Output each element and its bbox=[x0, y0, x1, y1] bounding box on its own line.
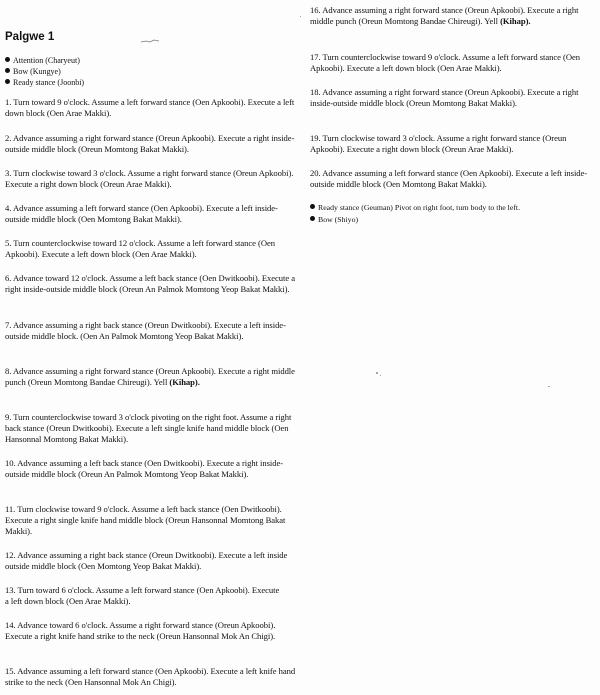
scan-speck bbox=[376, 372, 378, 374]
step-14 bbox=[5, 620, 300, 642]
step-text: 14. Advance toward 6 o'clock. Assume a right forward stance (Oreun Apkoobi). Execute a right knife hand strike to the neck (Oreun Hansonnal Mok An Chigi). bbox=[5, 620, 276, 642]
bullet-item bbox=[310, 202, 520, 214]
step-text: 10. Advance assuming a left back stance (Oen Dwitkoobi). Execute a right inside-outside middle block (Oreun An Palmok Momtong Yeop Bakat Makki). bbox=[5, 458, 284, 480]
step-8 bbox=[5, 366, 305, 388]
step-text: 18. Advance assuming a right forward stance (Oreun Apkoobi). Execute a right inside-outside middle block (Oreun Momtong Bakat Makki). bbox=[310, 87, 579, 109]
scan-speck bbox=[300, 16, 301, 17]
step-text: 4. Advance assuming a left forward stance (Oen Apkoobi). Execute a left inside-outside middle block (Oen Momtong Bakat Makki). bbox=[5, 203, 278, 225]
bullet-item bbox=[5, 55, 84, 66]
scan-speck bbox=[380, 375, 381, 376]
step-2 bbox=[5, 133, 305, 155]
step-4 bbox=[5, 203, 300, 225]
intro-bullet-list bbox=[5, 55, 84, 88]
step-text: 12. Advance assuming a right back stance (Oreun Dwitkoobi). Execute a left inside outside middle block (Oen Momtong Yeop Bakat Makki). bbox=[5, 550, 288, 572]
step-3 bbox=[5, 168, 295, 190]
step-12 bbox=[5, 550, 305, 572]
step-17 bbox=[310, 52, 595, 74]
bullet-dot-icon bbox=[310, 204, 315, 209]
bullet-text: Bow (Shiyo) bbox=[318, 214, 359, 224]
step-text: 8. Advance assuming a right forward stance (Oreun Apkoobi). Execute a right middle punch (Oreun Momtong Bandae Chireugi). Yell bbox=[5, 366, 295, 388]
step-15 bbox=[5, 666, 305, 688]
step-text: 3. Turn clockwise toward 3 o'clock. Assume a right forward stance (Oreun Apkoobi). Execute a right down block (Oreun Arae Makki). bbox=[5, 168, 294, 190]
bullet-text: Attention (Charyeut) bbox=[13, 56, 80, 65]
bullet-text: Ready stance (Joonbi) bbox=[13, 78, 85, 87]
step-20 bbox=[310, 168, 595, 190]
bullet-item bbox=[5, 77, 84, 88]
step-text: 2. Advance assuming a right forward stance (Oreun Apkoobi). Execute a right inside-outside middle block (Oreun Momtong Bakat Makki). bbox=[5, 133, 295, 155]
step-text: 1. Turn toward 9 o'clock. Assume a left forward stance (Oen Apkoobi). Execute a left down block (Oen Arae Makki). bbox=[5, 97, 295, 119]
step-text: 16. Advance assuming a right forward stance (Oreun Apkoobi). Execute a right middle punch (Oreun Momtong Bandae Chireugi). Yell bbox=[310, 5, 579, 27]
step-text: 19. Turn clockwise toward 3 o'clock. Assume a right forward stance (Oreun Apkoobi). Execute a right down block (Oreun Arae Makki). bbox=[310, 133, 567, 155]
bullet-dot-icon bbox=[5, 68, 10, 73]
bullet-text: Bow (Kungye) bbox=[13, 67, 61, 76]
step-13 bbox=[5, 585, 285, 607]
step-text: 7. Advance assuming a right back stance (Oreun Dwitkoobi). Execute a left inside-outside middle block. (Oen An Palmok Momtong Yeop Bakat Makki). bbox=[5, 320, 286, 342]
scan-speck bbox=[548, 386, 550, 387]
step-6 bbox=[5, 273, 300, 295]
bullet-item bbox=[310, 214, 520, 226]
kihap-label: (Kihap). bbox=[500, 16, 531, 27]
step-text: 13. Turn toward 6 o'clock. Assume a left forward stance (Oen Apkoobi). Execute a left down block (Oen Arae Makki). bbox=[5, 585, 280, 607]
bullet-dot-icon bbox=[5, 57, 10, 62]
step-9 bbox=[5, 412, 300, 446]
form-title: Palgwe 1 bbox=[5, 31, 55, 43]
kihap-label: (Kihap). bbox=[169, 377, 200, 388]
scan-mark-icon bbox=[140, 38, 160, 44]
step-text: 17. Turn counterclockwise toward 9 o'clock. Assume a left forward stance (Oen Apkoobi). Execute a left down block (Oen Arae Makki). bbox=[310, 52, 581, 74]
step-16 bbox=[310, 5, 595, 27]
bullet-dot-icon bbox=[5, 79, 10, 84]
step-text: 5. Turn counterclockwise toward 12 o'clock. Assume a left forward stance (Oen Apkoobi). Execute a left down block (Oen Arae Makki). bbox=[5, 238, 276, 260]
step-5 bbox=[5, 238, 295, 260]
bullet-text: Ready stance (Geuman) Pivot on right foot, turn body to the left. bbox=[318, 203, 521, 212]
closing-bullet-list bbox=[310, 202, 520, 225]
step-1 bbox=[5, 97, 300, 119]
step-text: 6. Advance toward 12 o'clock. Assume a left back stance (Oen Dwitkoobi). Execute a right inside-outside middle block (Oreun An Palmok Momtong Yeop Bakat Makki). bbox=[5, 273, 296, 295]
step-11 bbox=[5, 504, 300, 538]
step-10 bbox=[5, 458, 300, 480]
step-text: 9. Turn counterclockwise toward 3 o'clock pivoting on the right foot. Assume a right back stance (Oreun Dwitkoobi). Execute a left single knife hand middle block (Oen Hansonnal Momtong Bakat Makki). bbox=[5, 412, 292, 445]
bullet-item bbox=[5, 66, 84, 77]
step-text: 15. Advance assuming a left forward stance (Oen Apkoobi). Execute a left knife hand strike to the neck (Oen Hansonnal Mok An Chigi). bbox=[5, 666, 296, 688]
step-19 bbox=[310, 133, 595, 155]
step-7 bbox=[5, 320, 305, 342]
step-text: 20. Advance assuming a left forward stance (Oen Apkoobi). Execute a left inside-outside middle block (Oen Momtong Bakat Makki). bbox=[310, 168, 588, 190]
step-18 bbox=[310, 87, 595, 109]
bullet-dot-icon bbox=[310, 216, 315, 221]
step-text: 11. Turn clockwise toward 9 o'clock. Assume a left back stance (Oen Dwitkoobi). Execute a right single knife hand middle block (Oreun Hansonnal Momtong Bakat Makki). bbox=[5, 504, 286, 537]
